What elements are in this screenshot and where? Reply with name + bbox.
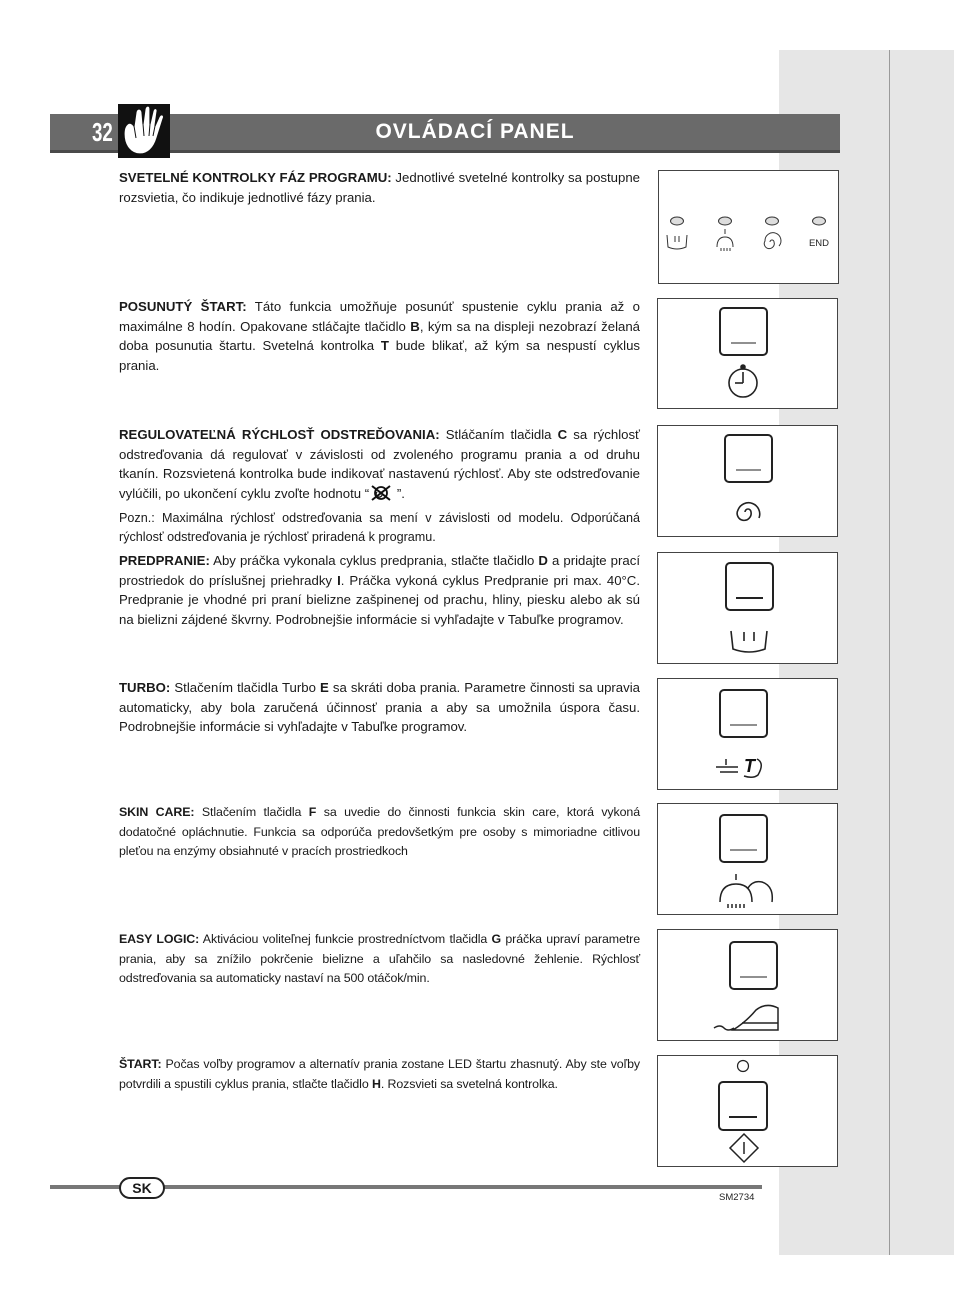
section-spin-speed: [119, 425, 640, 547]
section-label: PREDPRANIE:: [119, 553, 210, 568]
rinse-icon: [717, 229, 733, 251]
section-text: Stláčaním tlačidla: [439, 427, 558, 442]
button-ref-c: C: [557, 427, 568, 442]
section-label: POSUNUTÝ ŠTART:: [119, 299, 247, 314]
section-text: ”.: [393, 485, 405, 501]
section-text: Jednotlivé svetelné kontrolky sa postupne rozsvietia, čo indikuje jednotlivé fázy prania.: [119, 170, 641, 205]
start-led: [738, 1061, 749, 1072]
section-start: [119, 1055, 640, 1094]
section-text: . Rozsvieti sa svetelná kontrolka.: [380, 1076, 558, 1091]
section-skin-care: [119, 803, 640, 862]
section-text: Počas voľby programov a alternatív prania zostane LED štartu zhasnutý. Aby ste voľby potvrdili a spustili cyklus prania, stlačte tlačidlo: [119, 1057, 640, 1091]
led-indicators: [671, 217, 826, 225]
delayed-start-button[interactable]: [720, 308, 767, 355]
start-pause-icon: [730, 1134, 758, 1162]
section-text: Aktiváciou voliteľnej funkcie prostredníctvom tlačidla: [199, 932, 492, 946]
section-label: SVETELNÉ KONTROLKY FÁZ PROGRAMU:: [119, 170, 392, 185]
turbo-button[interactable]: [720, 690, 767, 737]
indicator-ref-t: T: [380, 338, 389, 353]
hand-icon: [118, 104, 170, 158]
section-text: Stlačením tlačidla: [194, 805, 309, 819]
tub-icon: [667, 235, 687, 249]
skin-care-icon: [720, 874, 772, 908]
section-note: Pozn.: Maximálna rýchlosť odstreďovania sa mení v závislosti od modelu. Odporúčaná rýchlosť odstreďovania je rýchlosť priradená k programu.: [119, 511, 640, 544]
easy-logic-panel: [657, 929, 838, 1041]
button-ref-b: B: [410, 318, 420, 334]
spin-icon: [737, 503, 760, 521]
section-text: . Práčka vykoná cyklus Predpranie pri max. 40°C. Predpranie je vhodné pri praní bielizne zašpinenej od prachu, hliny, piesku alebo ak sú na bielizni zájdené škvrny. Podrobnejšie informácie si vyhľadajte v Tabuľke programov.: [119, 572, 640, 627]
section-label: EASY LOGIC:: [119, 932, 200, 946]
section-label: TURBO:: [119, 680, 171, 695]
turbo-symbol: T: [744, 756, 755, 776]
button-ref-e: E: [320, 680, 329, 695]
section-label: SKIN CARE:: [119, 805, 195, 819]
section-text: , kým sa na displeji nezobrazí želaná doba posunutia štartu. Svetelná kontrolka: [119, 318, 640, 353]
section-text: Aby práčka vykonala cyklus predprania, stlačte tlačidlo: [209, 553, 539, 568]
page-title: OVLÁDACÍ PANEL: [375, 120, 575, 143]
prewash-panel: [657, 552, 838, 664]
spin-speed-button[interactable]: [725, 435, 772, 482]
prewash-button[interactable]: [726, 563, 773, 610]
section-text: Stlačením tlačidla Turbo: [170, 680, 321, 695]
section-text: a pridajte prací prostriedok do príslušnej priehradky: [119, 553, 640, 588]
prewash-tub-icon: [731, 631, 767, 652]
section-phase-lights: [119, 168, 640, 207]
compartment-ref-i: I: [337, 572, 341, 588]
section-label: REGULOVATEĽNÁ RÝCHLOSŤ ODSTREĎOVANIA:: [119, 427, 440, 442]
section-delayed-start: [119, 297, 640, 375]
turbo-panel: [657, 678, 838, 790]
start-button[interactable]: [719, 1082, 767, 1130]
section-label: ŠTART:: [119, 1057, 162, 1071]
page-number: 32: [92, 117, 113, 147]
section-text: sa rýchlosť odstreďovania dá regulovať v závislosti od zvoleného programu prania a od druhu tkanín. Rozsvietená kontrolka bude indikovať nastavenú rýchlosť. Aby ste odstreďovanie vylúčili, po ukončení cyklu zvoľte hodnotu “: [119, 427, 640, 501]
language-badge: SK: [119, 1177, 165, 1199]
spin-icon: [764, 233, 781, 249]
section-text: sa uvedie do činnosti funkcia skin care, ktorá vykoná dodatočné opláchnutie. Funkcia sa odporúča predovšetkým pre osoby s mimoriadne citlivou pleťou na enzýmy obsiahnuté v pracích prostriedkoch: [119, 805, 640, 858]
section-prewash: [119, 551, 640, 629]
skin-care-button[interactable]: [720, 815, 767, 862]
section-text: bude blikať, až kým sa nespustí cyklus prania.: [119, 338, 640, 373]
no-spin-icon: [369, 485, 393, 501]
easy-logic-button[interactable]: [730, 942, 777, 989]
section-text: Táto funkcia umožňuje posunúť spustenie cyklu prania až o maximálne 8 hodín. Opakovane stláčajte tlačidlo: [119, 299, 641, 334]
end-label: END: [808, 238, 830, 249]
document-code: SM2734: [719, 1192, 755, 1203]
button-ref-h: H: [371, 1076, 381, 1091]
skin-care-panel: [657, 803, 838, 915]
start-panel: [657, 1055, 838, 1167]
section-easy-logic: [119, 930, 640, 989]
section-turbo: [119, 678, 640, 737]
delay-timer-icon: [729, 365, 757, 397]
button-ref-f: F: [308, 805, 317, 819]
delayed-start-panel: [657, 298, 838, 409]
iron-icon: [714, 1005, 778, 1030]
button-ref-d: D: [538, 553, 548, 568]
button-ref-g: G: [491, 932, 502, 946]
section-text: sa skráti doba prania. Parametre činnosti sa upravia automaticky, aby bola zaručená účinnosť prania a aby sa umožnila úspora času. Podrobnejšie informácie si vyhľadajte v Tabuľke programov.: [119, 680, 641, 734]
side-divider: [889, 50, 890, 1255]
spin-speed-panel: [657, 425, 838, 537]
phase-lights-panel: [658, 170, 839, 284]
section-text: práčka upraví parametre prania, aby sa znížilo pokrčenie bielizne a uľahčilo sa nasledovné žehlenie. Rýchlosť odstreďovania sa automaticky nastaví na 500 otáčok/min.: [119, 932, 640, 985]
